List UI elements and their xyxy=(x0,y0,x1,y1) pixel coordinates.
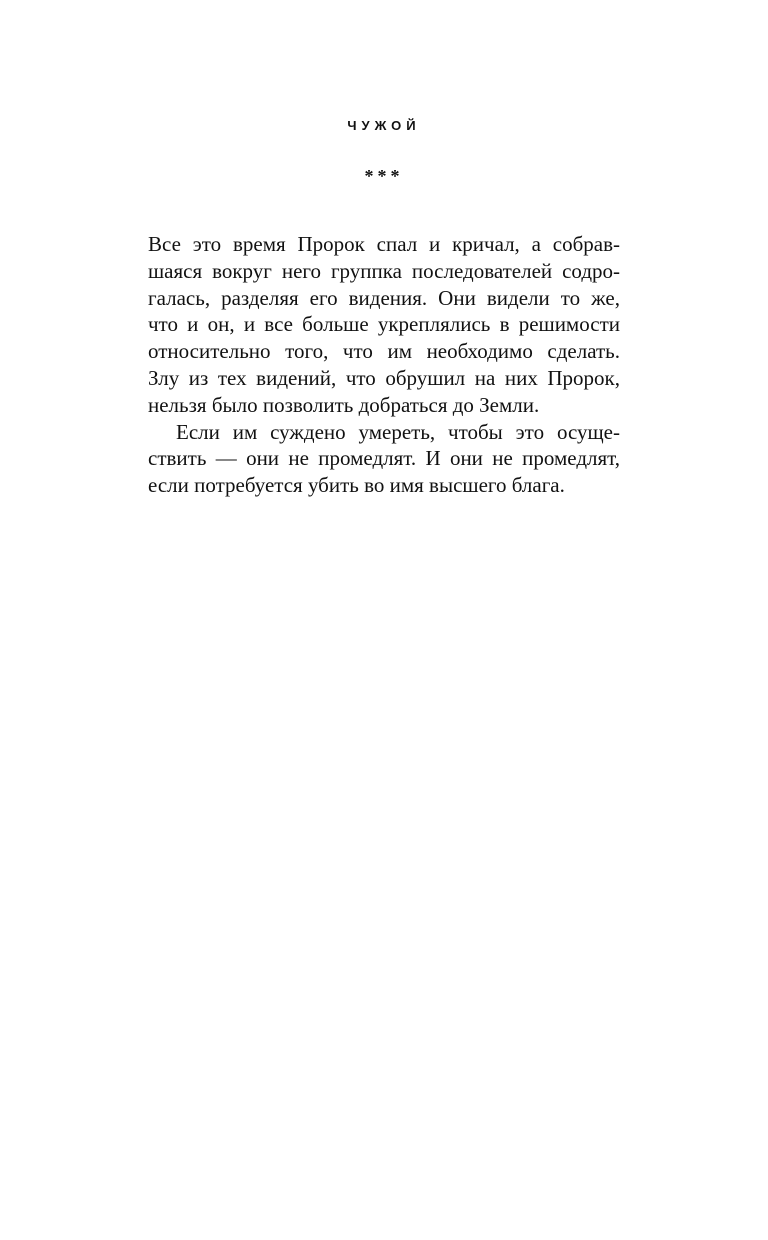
section-separator: *** xyxy=(364,166,404,186)
paragraph xyxy=(148,231,620,419)
text-line: ствить — они не промедлят. И они не промедлят, xyxy=(148,446,620,471)
running-title: ЧУЖОЙ xyxy=(347,118,421,133)
text-line: Злу из тех видений, что обрушил на них Пророк, xyxy=(148,365,620,390)
text-line: что и он, и все больше укреплялись в решимости xyxy=(148,312,620,337)
body-text xyxy=(148,231,620,499)
text-line: относительно того, что им необходимо сделать. xyxy=(148,339,620,364)
text-line: галась, разделяя его видения. Они видели то же, xyxy=(148,285,620,310)
text-line: Все это время Пророк спал и кричал, а собрав- xyxy=(148,232,620,256)
text-line: шаяся вокруг него группка последователей содро- xyxy=(148,258,620,283)
text-line: если потребуется убить во имя высшего блага. xyxy=(148,473,565,498)
text-line: нельзя было позволить добраться до Земли. xyxy=(148,392,540,417)
paragraph xyxy=(148,419,620,499)
text-line: Если им суждено умереть, чтобы это осуще- xyxy=(176,419,620,444)
